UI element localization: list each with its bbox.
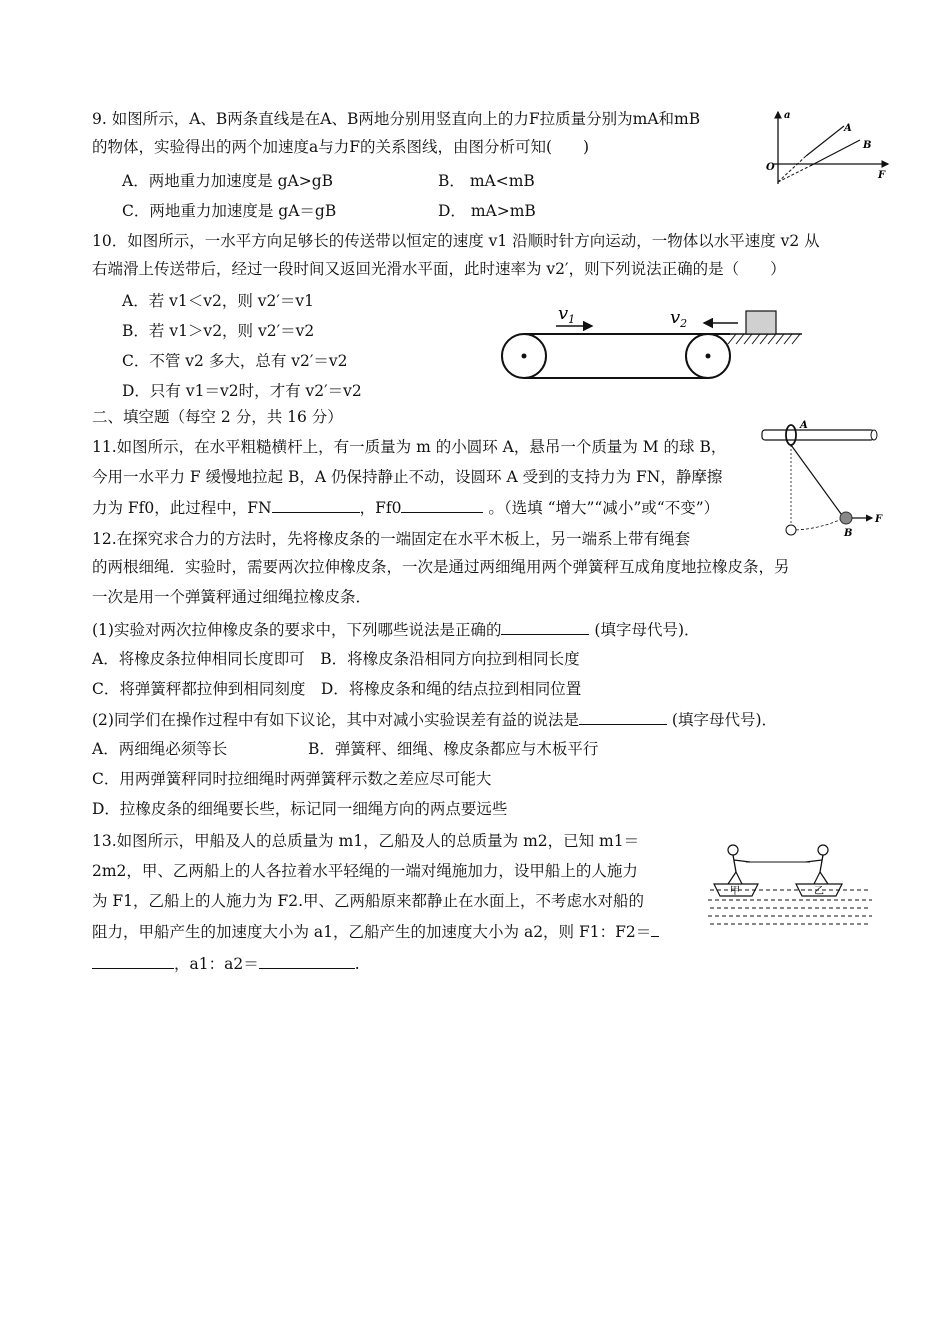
q13-line5-mid: ，a1：a2＝	[174, 955, 259, 973]
q9-stem-line1: 9. 如图所示，A、B两条直线是在A、B两地分别用竖直向上的力F拉质量分别为mA和mB	[92, 110, 701, 128]
q12-part2-answer-blank[interactable]	[579, 708, 667, 725]
q13-ratio-a-answer-blank[interactable]	[259, 952, 355, 969]
q13-line4-text: 阻力，甲船产生的加速度大小为 a1，乙船产生的加速度大小为 a2，则 F1：F2＝	[92, 923, 652, 941]
q12-part1	[92, 618, 700, 641]
q12-part2-option-d: D．拉橡皮条的细绳要长些，标记同一细绳方向的两点要远些	[92, 800, 508, 818]
q11-ring-ball-figure	[760, 418, 890, 542]
q12-part2-option-b: B．弹簧秤、细绳、橡皮条都应与木板平行	[308, 740, 599, 758]
q11-line3-end: 。（选填 “增大”“减小”或“不变”）	[483, 499, 720, 517]
q10-v2-label: v	[670, 307, 681, 328]
q13-line5-end: .	[354, 955, 360, 973]
q12-part2-tail: (填字母代号)．	[666, 711, 777, 729]
q13-line1: 13.如图所示，甲船及人的总质量为 m1，乙船及人的总质量为 m2，已知 m1＝	[92, 832, 640, 850]
q12-part2-option-a: A．两细绳必须等长	[92, 740, 228, 758]
q10-option-d: D．只有 v1＝v2时，才有 v2′＝v2	[122, 382, 362, 400]
q9-line-b-label: B	[863, 140, 872, 151]
q10-option-b: B．若 v1＞v2，则 v2′＝v2	[122, 322, 315, 340]
q10-conveyor-belt-figure	[498, 296, 810, 384]
q9-option-a: A．两地重力加速度是 gA>gB	[122, 172, 334, 190]
q10-option-c: C．不管 v2 多大，总有 v2′＝v2	[122, 352, 348, 370]
q11-line2: 今用一水平力 F 缓慢地拉起 B，A 仍保持静止不动，设圆环 A 受到的支持力为 FN，静摩擦	[92, 468, 723, 486]
section-fill-in-heading: 二、填空题（每空 2 分，共 16 分）	[92, 408, 343, 426]
q10-stem-line2: 右端滑上传送带后，经过一段时间又返回光滑水平面，此时速率为 v2′，则下列说法正确的是（ ）	[92, 260, 786, 278]
q9-option-b: B． mA<mB	[438, 172, 535, 190]
q10-v1-label: v	[558, 303, 569, 324]
q13-line2: 2m2，甲、乙两船上的人各拉着水平轻绳的一端对绳施加力，设甲船上的人施力	[92, 862, 638, 880]
q13-line5	[92, 952, 360, 975]
q13-two-boats-figure	[706, 840, 874, 926]
q12-line1: 12.在探究求合力的方法时，先将橡皮条的一端固定在水平木板上，另一端系上带有绳套	[92, 530, 691, 548]
q11-line3-start: 力为 Ff0，此过程中，FN	[92, 499, 272, 517]
q11-line3-mid: ，Ff0	[359, 499, 402, 517]
q12-part1-answer-blank[interactable]	[501, 618, 589, 635]
q12-part2	[92, 708, 777, 731]
q11-ring-a-label: A	[800, 420, 808, 431]
svg-text:v1	[558, 303, 575, 326]
q13-ratio-f-answer-blank[interactable]	[92, 952, 174, 969]
q13-line3: 为 F1，乙船上的人施力为 F2.甲、乙两船原来都静止在水面上，不考虑水对船的	[92, 892, 645, 910]
svg-text:v2	[670, 307, 687, 330]
q12-part1-options-row2: C．将弹簧秤都拉伸到相同刻度 D．将橡皮条和绳的结点拉到相同位置	[92, 680, 582, 698]
q10-block	[746, 311, 776, 334]
q11-line1: 11.如图所示，在水平粗糙横杆上，有一质量为 m 的小圆环 A，悬吊一个质量为 M 的球 B，	[92, 438, 727, 456]
q13-ratio-f-blank-start[interactable]	[651, 920, 659, 937]
q12-part1-options-row1: A．将橡皮条拉伸相同长度即可 B．将橡皮条沿相同方向拉到相同长度	[92, 650, 580, 668]
q12-part2-option-c: C．用两弹簧秤同时拉细绳时两弹簧秤示数之差应尽可能大	[92, 770, 492, 788]
q9-line-a-label: A	[844, 123, 852, 134]
q9-a-f-graph	[760, 106, 900, 188]
q12-part1-tail: (填字母代号)．	[589, 621, 700, 639]
q11-line3	[92, 496, 719, 519]
q9-origin-label: O	[766, 162, 775, 173]
q13-boat-yi-label: 乙	[814, 886, 824, 897]
q9-axis-y-label: a	[784, 110, 791, 121]
q10-v2-subscript: 2	[680, 317, 688, 330]
q13-boat-jia-label: 甲	[730, 886, 740, 897]
q11-ff0-answer-blank[interactable]	[401, 496, 483, 513]
q13-line4	[92, 920, 659, 943]
q9-stem-line2: 的物体，实验得出的两个加速度a与力F的关系图线，由图分析可知( )	[92, 138, 590, 156]
q12-line2: 的两根细绳．实验时，需要两次拉伸橡皮条，一次是通过两细绳用两个弹簧秤互成角度地拉橡皮条，另	[92, 558, 790, 576]
q12-part1-text: (1)实验对两次拉伸橡皮条的要求中，下列哪些说法是正确的	[92, 621, 502, 639]
q10-stem-line1: 10．如图所示，一水平方向足够长的传送带以恒定的速度 v1 沿顺时针方向运动，一物体以水平速度 v2 从	[92, 232, 820, 250]
q12-part2-text: (2)同学们在操作过程中有如下议论，其中对减小实验误差有益的说法是	[92, 711, 579, 729]
q9-option-c: C．两地重力加速度是 gA＝gB	[122, 202, 337, 220]
q9-option-d: D． mA>mB	[438, 202, 536, 220]
q11-ball-b-label: B	[844, 528, 853, 539]
q10-option-a: A．若 v1＜v2，则 v2′＝v1	[122, 292, 315, 310]
q10-v1-subscript: 1	[568, 313, 576, 326]
q9-axis-x-label: F	[878, 170, 886, 181]
q11-fn-answer-blank[interactable]	[272, 496, 360, 513]
q11-force-f-label: F	[875, 514, 883, 525]
q12-line3: 一次是用一个弹簧秤通过细绳拉橡皮条．	[92, 588, 372, 606]
